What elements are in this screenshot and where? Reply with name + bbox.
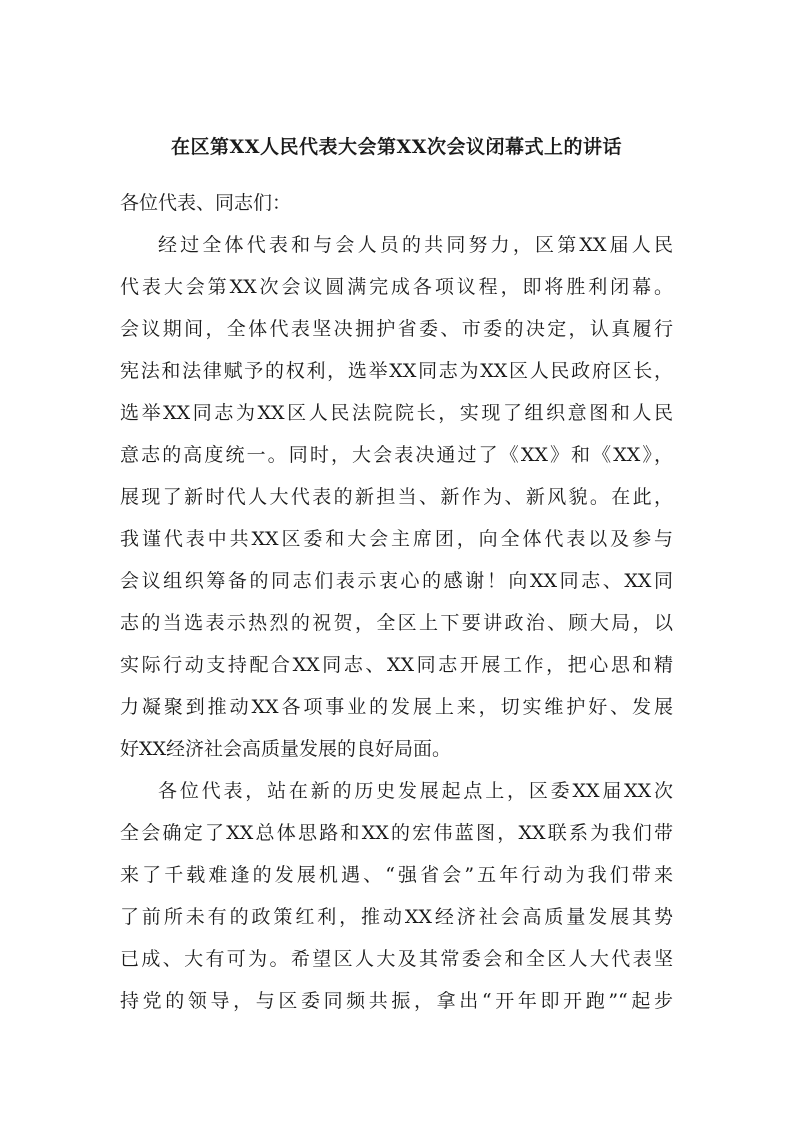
paragraph-2-line: 全会确定了XX总体思路和XX的宏伟蓝图，XX联系为我们带 [120, 822, 673, 844]
paragraph-1-line: 好XX经济社会高质量发展的良好局面。 [120, 738, 452, 760]
paragraph-1-line: 志的当选表示热烈的祝贺，全区上下要讲政治、顾大局，以 [120, 612, 673, 634]
paragraph-1-line: 力凝聚到推动XX各项事业的发展上来，切实维护好、发展 [120, 696, 673, 718]
paragraph-1-line: 展现了新时代人大代表的新担当、新作为、新风貌。在此， [120, 486, 673, 508]
paragraph-1-line: 实际行动支持配合XX同志、XX同志开展工作，把心思和精 [120, 654, 673, 676]
salutation: 各位代表、同志们： [120, 192, 292, 214]
paragraph-2-line: 来了千载难逢的发展机遇、“强省会”五年行动为我们带来 [120, 864, 673, 886]
paragraph-1-line: 代表大会第XX次会议圆满完成各项议程，即将胜利闭幕。 [120, 276, 673, 298]
paragraph-2-line: 已成、大有可为。希望区人大及其常委会和全区人大代表坚 [120, 948, 673, 970]
document-title: 在区第XX人民代表大会第XX次会议闭幕式上的讲话 [171, 136, 622, 158]
paragraph-1-line: 选举XX同志为XX区人民法院院长，实现了组织意图和人民 [120, 402, 673, 424]
paragraph-1-line: 我谨代表中共XX区委和大会主席团，向全体代表以及参与 [120, 528, 673, 550]
paragraph-1-line: 经过全体代表和与会人员的共同努力，区第XX届人民 [158, 234, 673, 256]
paragraph-2-line: 持党的领导，与区委同频共振，拿出“开年即开跑”“起步 [120, 990, 673, 1012]
paragraph-1-line: 会议期间，全体代表坚决拥护省委、市委的决定，认真履行 [120, 318, 673, 340]
paragraph-1-line: 会议组织筹备的同志们表示衷心的感谢！向XX同志、XX同 [120, 570, 673, 592]
paragraph-2-line: 了前所未有的政策红利，推动XX经济社会高质量发展其势 [120, 906, 673, 928]
paragraph-2-line: 各位代表，站在新的历史发展起点上，区委XX届XX次 [158, 780, 673, 802]
paragraph-1-line: 意志的高度统一。同时，大会表决通过了《XX》和《XX》， [120, 444, 673, 466]
paragraph-1-line: 宪法和法律赋予的权利，选举XX同志为XX区人民政府区长， [120, 360, 673, 382]
